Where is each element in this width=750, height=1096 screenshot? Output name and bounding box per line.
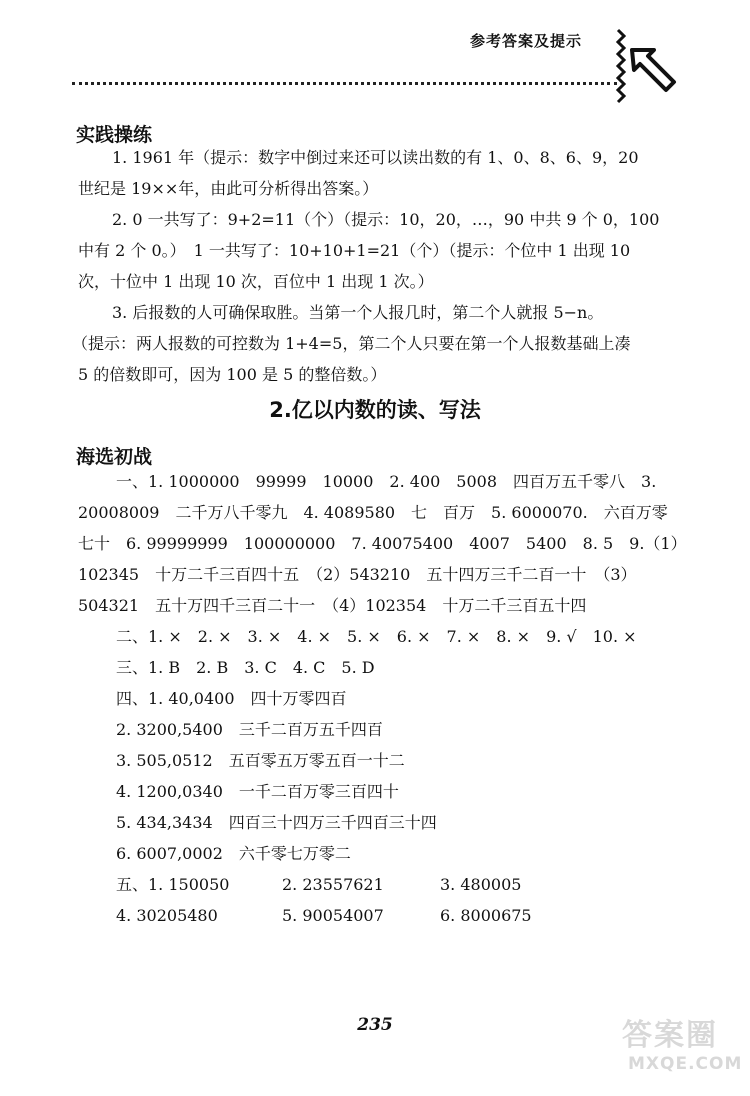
text-line: 20008009 二千万八千零九 4. 4089580 七 百万 5. 6000070. 六百万零 (78, 503, 668, 522)
text-line: 二、1. × 2. × 3. × 4. × 5. × 6. × 7. × 8. × 9. √ 10. × (116, 627, 637, 646)
text-line: （提示：两人报数的可控数为 1+4=5，第二个人只要在第一个人报数基础上凑 (72, 334, 631, 353)
text-line: 七十 6. 99999999 100000000 7. 40075400 4007 5400 8. 5 9.（1） (78, 534, 687, 553)
text-line: 2. 0 一共写了：9+2=11（个）（提示：10，20，…，90 中共 9 个 0，100 (112, 210, 660, 229)
text-line: 4. 1200,0340 一千二百万零三百四十 (116, 782, 399, 801)
answer-cell: 5. 90054007 (282, 906, 384, 925)
text-line: 5. 434,3434 四百三十四万三千四百三十四 (116, 813, 437, 832)
running-header: 参考答案及提示 (470, 32, 583, 50)
answer-cell: 2. 23557621 (282, 875, 384, 894)
answer-cell: 3. 480005 (440, 875, 522, 894)
arrow-icon (610, 28, 680, 108)
text-line: 6. 6007,0002 六千零七万零二 (116, 844, 351, 863)
section-heading-preliminary: 海选初战 (76, 446, 153, 468)
answer-cell: 五、1. 150050 (116, 875, 230, 894)
watermark-url: MXQE.COM (628, 1054, 743, 1074)
text-line: 世纪是 19××年，由此可分析得出答案。） (78, 179, 379, 198)
answer-cell: 4. 30205480 (116, 906, 218, 925)
text-line: 四、1. 40,0400 四十万零四百 (116, 689, 347, 708)
text-line: 504321 五十万四千三百二十一 （4）102354 十万二千三百五十四 (78, 596, 587, 615)
section-heading-practice: 实践操练 (76, 124, 153, 146)
text-line: 2. 3200,5400 三千二百万五千四百 (116, 720, 383, 739)
text-line: 一、1. 1000000 99999 10000 2. 400 5008 四百万五千零八 3. (116, 472, 657, 491)
text-line: 三、1. B 2. B 3. C 4. C 5. D (116, 658, 375, 677)
text-line: 次，十位中 1 出现 10 次，百位中 1 出现 1 次。） (78, 272, 434, 291)
watermark-text: 答案圈 (622, 1018, 718, 1053)
watermark (618, 1010, 750, 1096)
header-dotted-rule (72, 82, 617, 85)
text-line: 3. 后报数的人可确保取胜。当第一个人报几时，第二个人就报 5−n。 (112, 303, 604, 322)
text-line: 中有 2 个 0。） 1 一共写了：10+10+1=21（个）（提示：个位中 1 出现 10 (78, 241, 631, 260)
text-line: 102345 十万二千三百四十五 （2）543210 五十四万三千二百一十 （3） (78, 565, 637, 584)
text-line: 1. 1961 年（提示：数字中倒过来还可以读出数的有 1、0、8、6、9，20 (112, 148, 639, 167)
answer-cell: 6. 8000675 (440, 906, 532, 925)
text-line: 5 的倍数即可，因为 100 是 5 的整倍数。） (78, 365, 387, 384)
page-number: 235 (357, 1015, 393, 1035)
chapter-title: 2.亿以内数的读、写法 (269, 398, 481, 422)
text-line: 3. 505,0512 五百零五万零五百一十二 (116, 751, 405, 770)
